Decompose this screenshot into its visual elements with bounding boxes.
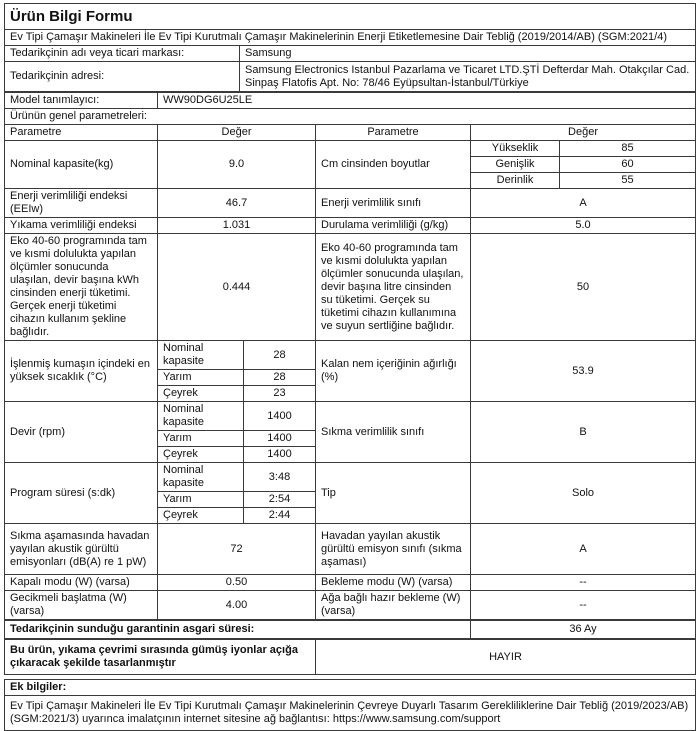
col-header-value-left: Değer [158,125,316,140]
model-id-value: WW90DG6U25LE [163,94,253,106]
type-value: Solo [571,486,595,499]
noise-label: Sıkma aşamasında havadan yayılan akustik gürültü emisyonları (dB(A) re 1 pW) [5,524,158,574]
spin-class-label: Sıkma verimlilik sınıfı [316,402,471,462]
delayed-start-value: 4.00 [158,591,316,619]
supplier-address-value: Samsung Electronics Istanbul Pazarlama ve Ticaret LTD.ŞTİ Defterdar Mah. Otakçılar Cad. Sinpaş Flatofis Apt. No: 78/46 Eyüpsultan-İstanbul/Türkiye [245,63,690,89]
page-title: Ürün Bilgi Formu [10,8,133,25]
spin-row [5,402,695,463]
eco-water-label: Eko 40-60 programında tam ve kısmi dolulukta yapılan ölçümler sonucunda ulaşılan, devir başına litre cinsinden su tüketimi. Gerçek su tüketimi cihazın kullanımına ve suyun sertliğine bağlıdır. [316,234,471,340]
product-info-form [4,3,696,731]
wash-index-label: Yıkama verimliliği endeksi [5,218,158,233]
supplier-brand-value: Samsung [245,47,292,59]
model-id-label: Model tanımlayıcı: [5,93,158,108]
col-header-param-right: Parametre [316,125,471,140]
dimension-name: Derinlik [471,173,560,188]
dimension-value: 55 [621,174,634,186]
dimension-name: Genişlik [471,157,560,173]
load-value: 2:44 [244,508,316,523]
warranty-row [5,620,695,639]
supplier-address-row [5,62,695,92]
load-value: 28 [244,370,316,386]
max-temp-label: İşlenmiş kumaşın içindeki en yüksek sıcaklık (°C) [5,341,158,401]
network-standby-label: Ağa bağlı hazır bekleme (W) (varsa) [316,591,471,619]
nominal-capacity-value: 9.0 [158,141,316,188]
spin-class-value: B [579,425,587,438]
load-name: Çeyrek [158,447,244,462]
warranty-value: 36 Ay [569,623,597,635]
load-value: 1400 [244,447,316,462]
supplier-address-label: Tedarikçinin adresi: [5,62,240,91]
regulation-text: Ev Tipi Çamaşır Makineleri İle Ev Tipi Kurutmalı Çamaşır Makinelerinin Çevreye Duyarlı Tasarım Gerekliliklerine Dair Tebliğ (2019/2023/AB) (SGM:2021/3) uyarınca imalatçının internet sitesine ağ bağlantısı: [10,700,689,725]
rinse-label: Durulama verimliliği (g/kg) [316,218,471,233]
subtitle-row [5,30,695,46]
additional-info-table [4,679,696,731]
eco-energy-label: Eko 40-60 programında tam ve kısmi dolulukta yapılan ölçümler sonucunda ulaşılan, devir başına kWh cinsinden enerji tüketimi. Gerçek enerji tüketimi cihazın kullanım şekline bağlıdır. [5,234,158,340]
column-header-row [5,125,695,141]
rinse-value: 5.0 [575,219,591,231]
moisture-label: Kalan nem içeriğinin ağırlığı (%) [316,341,471,401]
col-header-param-left: Parametre [5,125,158,140]
energy-class-value: A [579,196,587,209]
dimension-value: 60 [560,157,695,173]
network-standby-value: -- [579,598,587,611]
general-params-label: Ürünün genel parametreleri: [10,110,147,122]
dimension-name: Yükseklik [471,141,560,157]
noise-class-label: Havadan yayılan akustik gürültü emisyon sınıfı (sıkma aşaması) [316,524,471,574]
energy-class-label: Enerji verimlilik sınıfı [316,189,471,217]
delayed-start-row [5,591,695,620]
standby-value: -- [579,576,587,588]
dimensions-label: Cm cinsinden boyutlar [316,141,471,188]
load-name: Yarım [158,431,244,447]
moisture-value: 53.9 [572,364,594,377]
off-mode-label: Kapalı modu (W) (varsa) [5,575,158,590]
eei-row [5,189,695,218]
regulation-subtitle: Ev Tipi Çamaşır Makineleri İle Ev Tipi Kurutmalı Çamaşır Makinelerinin Enerji Etiketlemesine Dair Tebliğ (2019/2014/AB) (SGM:2021/4) [10,31,668,43]
eei-value: 46.7 [158,189,316,217]
additional-info-text-row [5,696,695,730]
load-name: Nominal kapasite [158,463,244,492]
spin-label: Devir (rpm) [5,402,158,462]
off-mode-row [5,575,695,591]
title-row [5,4,695,30]
supplier-brand-label: Tedarikçinin adı veya ticari markası: [5,46,240,61]
warranty-label: Tedarikçinin sunduğu garantinin asgari süresi: [5,621,471,638]
load-value: 2:54 [244,492,316,508]
silver-ions-label: Bu ürün, yıkama çevrimi sırasında gümüş iyonlar açığa çıkaracak şekilde tasarlanmıştır [5,640,316,674]
model-row [5,92,695,109]
max-temp-row [5,341,695,402]
capacity-dimensions-row [5,141,695,189]
noise-class-value: A [579,542,587,555]
nominal-capacity-label: Nominal kapasite(kg) [5,141,158,188]
off-mode-value: 0.50 [158,575,316,590]
noise-row [5,524,695,575]
type-label: Tip [316,463,471,523]
support-url: https://www.samsung.com/support [332,713,501,725]
col-header-value-right: Değer [568,126,598,138]
eco-water-value: 50 [576,280,590,293]
duration-row [5,463,695,524]
wash-index-row [5,218,695,234]
duration-label: Program süresi (s:dk) [5,463,158,523]
load-value: 3:48 [244,463,316,492]
eco-energy-value: 0.444 [158,234,316,340]
load-value: 1400 [244,402,316,431]
additional-info-label: Ek bilgiler: [10,681,67,693]
standby-label: Bekleme modu (W) (varsa) [316,575,471,590]
silver-ions-value: HAYIR [489,650,522,663]
load-name: Yarım [158,370,244,386]
load-name: Nominal kapasite [158,341,244,370]
noise-value: 72 [158,524,316,574]
additional-info-header-row [5,680,695,696]
silver-ions-row [5,639,695,674]
load-value: 1400 [244,431,316,447]
load-name: Yarım [158,492,244,508]
eei-label: Enerji verimliliği endeksi (EEIw) [5,189,158,217]
load-name: Çeyrek [158,508,244,523]
load-value: 28 [244,341,316,370]
supplier-brand-row [5,46,695,62]
eco-program-row [5,234,695,341]
main-table [4,3,696,675]
delayed-start-label: Gecikmeli başlatma (W) (varsa) [5,591,158,619]
load-value: 23 [244,386,316,401]
wash-index-value: 1.031 [158,218,316,233]
load-name: Nominal kapasite [158,402,244,431]
general-params-row [5,109,695,125]
load-name: Çeyrek [158,386,244,401]
additional-info-text [5,696,695,730]
dimension-value: 85 [560,141,695,157]
